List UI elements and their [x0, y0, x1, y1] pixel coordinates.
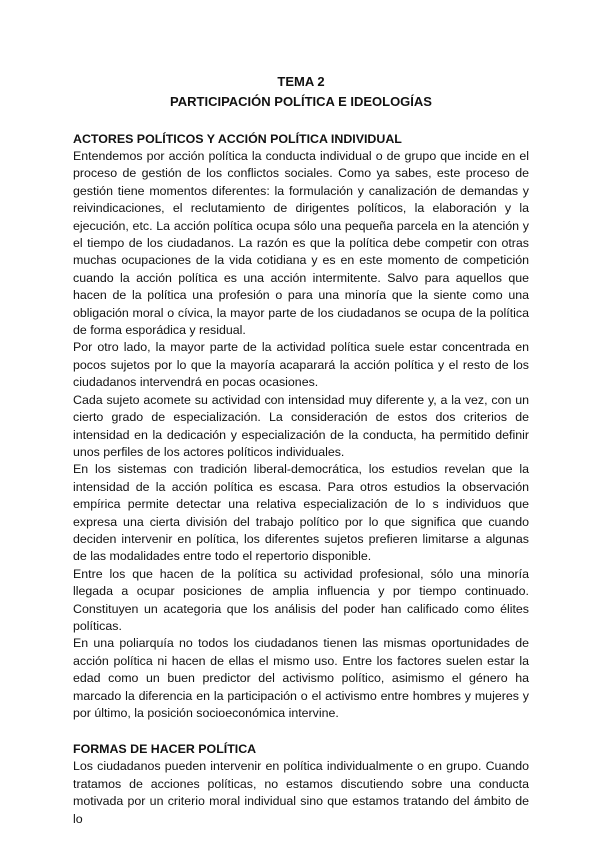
paragraph: Cada sujeto acomete su actividad con intensidad muy diferente y, a la vez, con un cierto grado de especialización. La consideración de estos dos criterios de intensidad en la dedicación y especialización de la conducta, ha permitido definir unos perfiles de los actores políticos individuales.	[73, 392, 529, 459]
section-formas	[73, 740, 529, 828]
document-page	[73, 72, 529, 828]
paragraph: En los sistemas con tradición liberal-democrática, los estudios revelan que la intensidad de la acción política es escasa. Para otros estudios la observación empírica permite detectar una relativa especialización de lo s individuos que expresa una cierta división del trabajo político por lo que significa que cuando deciden intervenir en política, los diferentes sujetos prefieren limitarse a algunas de las modalidades entre todo el repertorio disponible.	[73, 462, 529, 564]
paragraph: Entre los que hacen de la política su actividad profesional, sólo una minoría llegada a ocupar posiciones de amplia influencia y por tiempo continuado. Constituyen un acategoria que los análisis del poder han calificado como élites políticas.	[73, 566, 529, 633]
paragraph: Los ciudadanos pueden intervenir en política individualmente o en grupo. Cuando tratamos de acciones políticas, no estamos discutiendo sobre una conducta motivada por un criterio moral individual sino que estamos tratando del ámbito de lo	[73, 759, 529, 826]
title-block	[73, 72, 529, 112]
topic-title: PARTICIPACIÓN POLÍTICA E IDEOLOGÍAS	[170, 94, 432, 109]
section-heading: ACTORES POLÍTICOS Y ACCIÓN POLÍTICA INDIVIDUAL	[73, 132, 402, 146]
topic-number: TEMA 2	[277, 74, 325, 89]
section-heading: FORMAS DE HACER POLÍTICA	[73, 742, 257, 757]
paragraph: En una poliarquía no todos los ciudadanos tienen las mismas oportunidades de acción política ni hacen de ellas el mismo uso. Entre los factores suelen estar la edad como un buen predictor del activismo político, asimismo el género ha marcado la diferencia en la participación o el activismo entre hombres y mujeres y por último, la posición socioeconómica intervine.	[73, 636, 529, 720]
paragraph: Entendemos por acción política la conducta individual o de grupo que incide en el proceso de gestión de los conflictos sociales. Como ya sabes, este proceso de gestión tiene momentos diferentes: la formulación y canalización de demandas y reivindicaciones, el reclutamiento de dirigentes políticos, la elaboración y la ejecución, etc. La acción política ocupa sólo una pequeña parcela en la atención y el tiempo de los ciudadanos. La razón es que la política debe competir con otras muchas ocupaciones de la vida cotidiana y es en este momento de competición cuando la acción política es una acción intermitente. Salvo para aquellos que hacen de la política una profesión o para una minoría que la siente como una obligación moral o cívica, la mayor parte de los ciudadanos se ocupa de la política de forma esporádica y residual.	[73, 149, 529, 338]
section-actores	[73, 130, 529, 722]
paragraph: Por otro lado, la mayor parte de la actividad política suele estar concentrada en pocos sujetos por lo que la mayoría acaparará la acción política y el resto de los ciudadanos intervendrá en pocas ocasiones.	[73, 340, 529, 390]
